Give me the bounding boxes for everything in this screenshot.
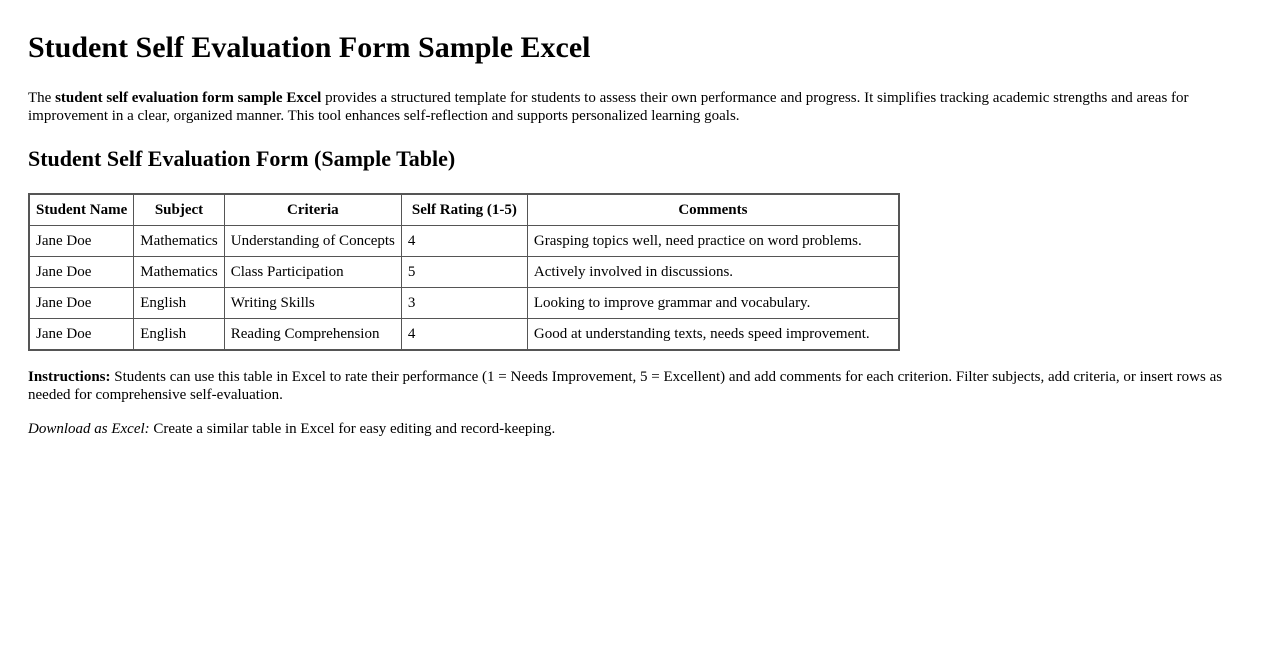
cell-comments: Looking to improve grammar and vocabulary. (527, 288, 899, 319)
instructions-label: Instructions: (28, 369, 111, 385)
instructions-text: Students can use this table in Excel to rate their performance (1 = Needs Improvement, 5 = Excellent) and add comments for each criterion. Filter subjects, add criteria, or insert rows as needed for comprehensive self-evaluation. (28, 369, 1223, 403)
intro-paragraph (28, 89, 1250, 125)
header-criteria: Criteria (224, 194, 401, 226)
header-student-name: Student Name (29, 194, 134, 226)
cell-criteria: Reading Comprehension (224, 319, 401, 351)
cell-subject: Mathematics (134, 257, 224, 288)
cell-student-name: Jane Doe (29, 288, 134, 319)
cell-student-name: Jane Doe (29, 226, 134, 257)
download-label: Download as Excel: (28, 421, 150, 437)
cell-subject: English (134, 288, 224, 319)
page-title: Student Self Evaluation Form Sample Excel (28, 31, 591, 64)
intro-suffix: provides a structured template for students to assess their own performance and progress. It simplifies tracking academic strengths and areas for improvement in a clear, organized manner. This tool enhances self-reflection and supports personalized learning goals. (28, 90, 1189, 124)
header-comments: Comments (527, 194, 899, 226)
evaluation-table (28, 193, 900, 351)
cell-self-rating: 4 (401, 226, 527, 257)
download-paragraph (28, 420, 1250, 438)
cell-self-rating: 3 (401, 288, 527, 319)
table-row (29, 226, 899, 257)
cell-comments: Good at understanding texts, needs speed improvement. (527, 319, 899, 351)
intro-prefix: The (28, 90, 56, 106)
cell-student-name: Jane Doe (29, 319, 134, 351)
table-row (29, 288, 899, 319)
cell-self-rating: 5 (401, 257, 527, 288)
cell-student-name: Jane Doe (29, 257, 134, 288)
cell-criteria: Understanding of Concepts (224, 226, 401, 257)
cell-subject: English (134, 319, 224, 351)
intro-bold-keyword: student self evaluation form sample Excel (55, 90, 322, 106)
table-row (29, 319, 899, 351)
table-header-row (29, 194, 899, 226)
cell-criteria: Writing Skills (224, 288, 401, 319)
section-title: Student Self Evaluation Form (Sample Table) (28, 146, 456, 171)
header-subject: Subject (134, 194, 224, 226)
header-self-rating: Self Rating (1-5) (401, 194, 527, 226)
download-text: Create a similar table in Excel for easy editing and record-keeping. (149, 421, 556, 437)
cell-self-rating: 4 (401, 319, 527, 351)
instructions-paragraph (28, 368, 1250, 404)
cell-subject: Mathematics (134, 226, 224, 257)
cell-comments: Actively involved in discussions. (527, 257, 899, 288)
cell-comments: Grasping topics well, need practice on word problems. (527, 226, 899, 257)
cell-criteria: Class Participation (224, 257, 401, 288)
table-row (29, 257, 899, 288)
